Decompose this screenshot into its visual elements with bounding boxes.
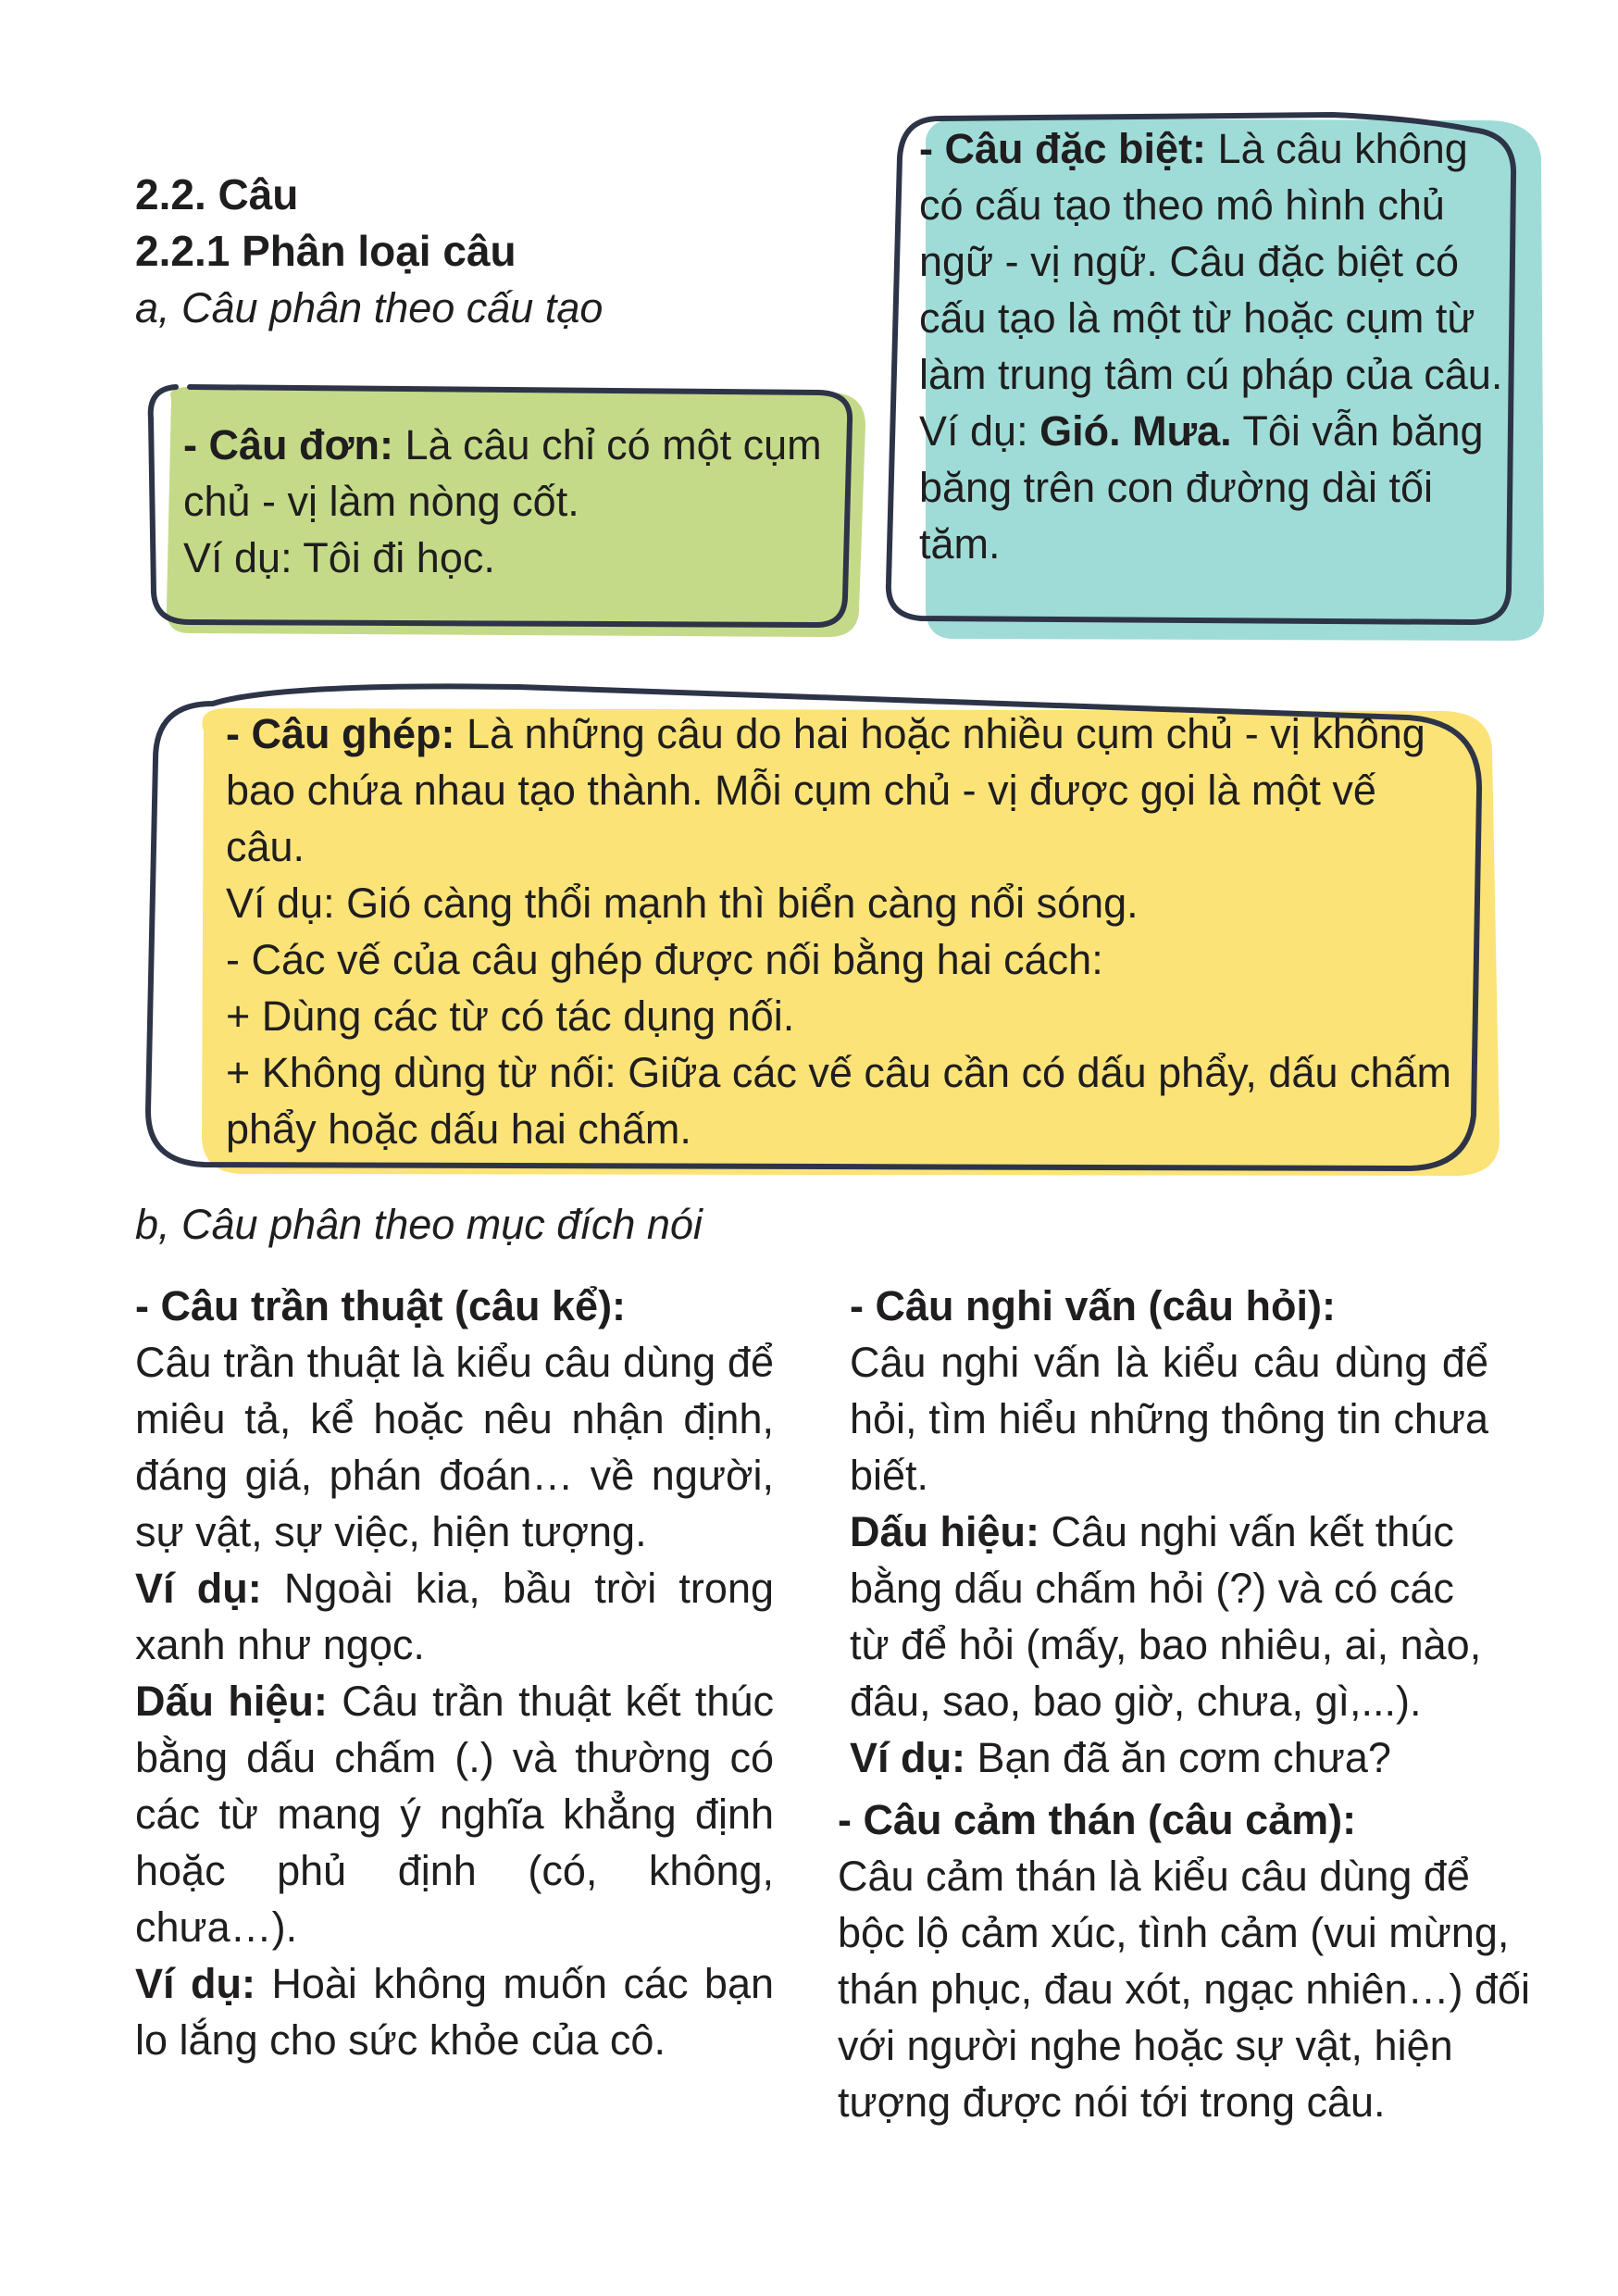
nghi-van-section bbox=[850, 1278, 1488, 1786]
tran-thuat-example-1-label: Ví dụ: bbox=[135, 1565, 262, 1612]
cau-don-text: Là câu chỉ có một cụm chủ - vị làm nòng cốt. bbox=[183, 421, 822, 525]
tran-thuat-sign-text: Câu trần thuật kết thúc bằng dấu chấm (.) và thường có các từ mang ý nghĩa khẳng định hoặc phủ định (có, không, chưa…). bbox=[135, 1678, 774, 1951]
cau-ghep-box bbox=[226, 705, 1457, 1157]
tran-thuat-definition: Câu trần thuật là kiểu câu dùng để miêu tả, kể hoặc nêu nhận định, đáng giá, phán đoán… về người, sự vật, sự việc, hiện tượng. bbox=[135, 1339, 774, 1555]
cau-dac-biet-box bbox=[919, 120, 1512, 572]
nghi-van-sign-label: Dấu hiệu: bbox=[850, 1508, 1040, 1555]
tran-thuat-sign-label: Dấu hiệu: bbox=[135, 1678, 328, 1725]
cam-than-section bbox=[838, 1791, 1541, 2130]
cau-don-label: - Câu đơn: bbox=[183, 421, 393, 468]
part-a-title: a, Câu phân theo cấu tạo bbox=[135, 284, 604, 331]
tran-thuat-title: - Câu trần thuật (câu kể): bbox=[135, 1282, 627, 1329]
tran-thuat-example-1 bbox=[135, 1560, 774, 1673]
section-title: 2.2. Câu bbox=[135, 170, 299, 218]
tran-thuat-example-2 bbox=[135, 1955, 774, 2068]
cam-than-definition: Câu cảm thán là kiểu câu dùng để bộc lộ cảm xúc, tình cảm (vui mừng, thán phục, đau xót, ngạc nhiên…) đối với người nghe hoặc sự vật, hiện tượng được nói tới trong câu. bbox=[838, 1853, 1531, 2126]
cau-ghep-way-1: + Dùng các từ có tác dụng nối. bbox=[226, 992, 795, 1040]
cau-dac-biet-text: Là câu không có cấu tạo theo mô hình chủ ngữ - vị ngữ. Câu đặc biệt có cấu tạo là một từ hoặc cụm từ làm trung tâm cú pháp của câu. bbox=[919, 125, 1503, 398]
cau-don-example: Ví dụ: Tôi đi học. bbox=[183, 534, 495, 581]
tran-thuat-example-2-label: Ví dụ: bbox=[135, 1960, 255, 2007]
nghi-van-example bbox=[850, 1729, 1488, 1786]
tran-thuat-example-2-text: Hoài không muốn các bạn lo lắng cho sức khỏe của cô. bbox=[135, 1960, 775, 2064]
nghi-van-example-text: Bạn đã ăn cơm chưa? bbox=[965, 1734, 1391, 1781]
nghi-van-sign bbox=[850, 1504, 1488, 1729]
cau-ghep-ways-intro: - Các vế của câu ghép được nối bằng hai cách: bbox=[226, 936, 1103, 983]
cam-than-title: - Câu cảm thán (câu cảm): bbox=[838, 1796, 1357, 1843]
cau-dac-biet-example-rest: Tôi vẫn băng băng trên con đường dài tối tăm. bbox=[919, 407, 1484, 568]
cau-dac-biet-label: - Câu đặc biệt: bbox=[919, 125, 1207, 172]
cau-ghep-way-2: + Không dùng từ nối: Giữa các vế câu cần có dấu phẩy, dấu chấm phẩy hoặc dấu hai chấm. bbox=[226, 1049, 1452, 1153]
cau-dac-biet-example-bold: Gió. Mưa. bbox=[1039, 407, 1232, 455]
nghi-van-example-label: Ví dụ: bbox=[850, 1734, 965, 1781]
part-b-title: b, Câu phân theo mục đích nói bbox=[135, 1201, 703, 1248]
tran-thuat-example-1-text: Ngoài kia, bầu trời trong xanh như ngọc. bbox=[135, 1565, 775, 1668]
subsection-title: 2.2.1 Phân loại câu bbox=[135, 227, 517, 275]
cau-ghep-label: - Câu ghép: bbox=[226, 710, 455, 757]
cau-don-box bbox=[183, 417, 822, 586]
cau-ghep-text: Là những câu do hai hoặc nhiều cụm chủ - vị không bao chứa nhau tạo thành. Mỗi cụm chủ - vị được gọi là một vế câu. bbox=[226, 710, 1425, 870]
nghi-van-definition: Câu nghi vấn là kiểu câu dùng để hỏi, tìm hiểu những thông tin chưa biết. bbox=[850, 1339, 1488, 1499]
tran-thuat-section bbox=[135, 1278, 774, 2068]
cau-dac-biet-example-prefix: Ví dụ: bbox=[919, 407, 1040, 455]
nghi-van-title: - Câu nghi vấn (câu hỏi): bbox=[850, 1282, 1336, 1329]
cau-ghep-example: Ví dụ: Gió càng thổi mạnh thì biển càng nổi sóng. bbox=[226, 880, 1139, 927]
nghi-van-sign-text: Câu nghi vấn kết thúc bằng dấu chấm hỏi (?) và có các từ để hỏi (mấy, bao nhiêu, ai, nào, đâu, sao, bao giờ, chưa, gì,...). bbox=[850, 1508, 1482, 1725]
tran-thuat-sign bbox=[135, 1673, 774, 1955]
